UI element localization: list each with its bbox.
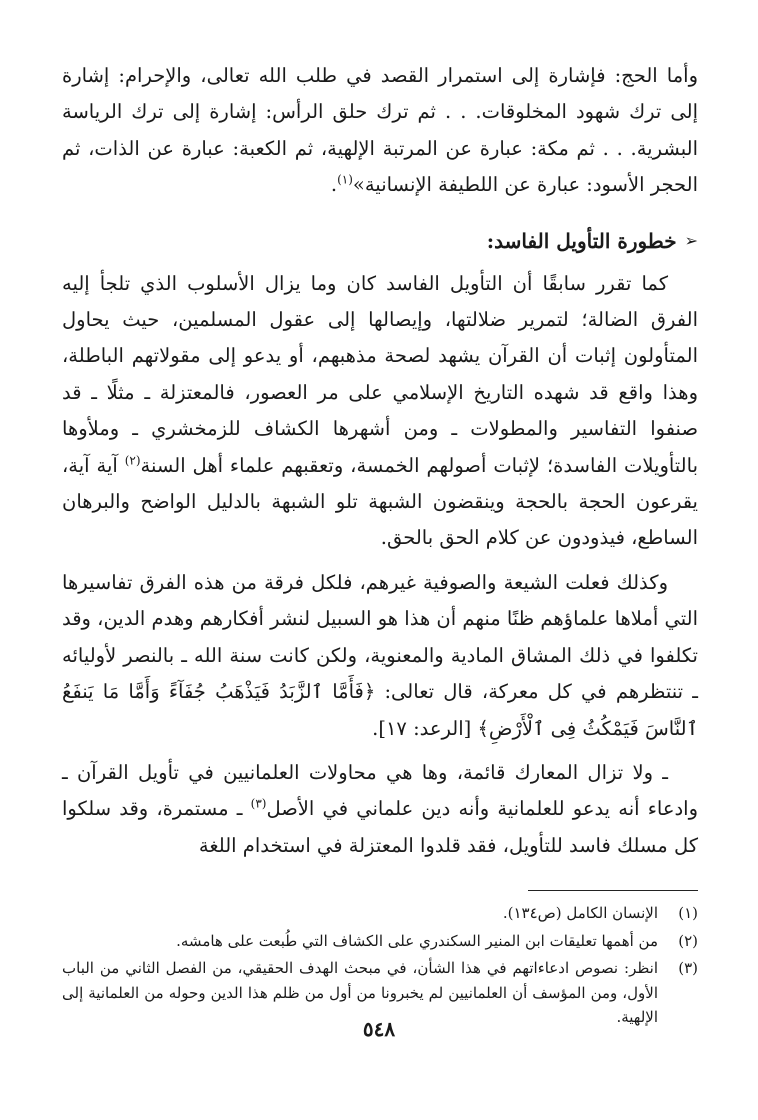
section-heading	[62, 224, 698, 258]
arrow-bullet-icon: ➢	[684, 230, 698, 250]
danger-3-text: ـ ولا تزال المعارك قائمة، وها هي محاولات العلمانيين في تأويل القرآن ـ وادعاء أنه يدعو للعلمانية وأنه دين علماني في الأصل	[62, 760, 698, 821]
hajj-text-end: .	[330, 173, 338, 197]
hajj-paragraph	[62, 58, 698, 204]
danger-paragraph-1	[62, 266, 698, 557]
quran-citation: [الرعد: ١٧].	[372, 716, 478, 740]
page-body	[62, 58, 698, 1033]
danger-3-text-end: ـ مستمرة، وقد سلكوا كل مسلك فاسد للتأويل، فقد قلدوا المعتزلة في استخدام اللغة	[62, 797, 698, 857]
danger-1-text: كما تقرر سابقًا أن التأويل الفاسد كان وما يزال الأسلوب الذي تلجأ إليه الفرق الضالة؛ لتمرير ضلالتها، وإيصالها إلى عقول المسلمين، حيث يحاول المتأولون إثبات أن القرآن يشهد لصحة مذهبهم، أو يدعو إلى مقولاتهم الباطلة، وهذا واقع قد شهده التاريخ الإسلامي على مر العصور، فالمعتزلة ـ مثلًا ـ قد صنفوا التفاسير والمطولات ـ ومن أشهرها الكشاف للزمخشري ـ وملأوها بالتأويلات الفاسدة؛ لإثبات أصولهم الخمسة، وتعقبهم علماء أهل السنة	[62, 271, 698, 477]
footnote-number: (٢)	[678, 931, 698, 950]
hajj-text: وأما الحج: فإشارة إلى استمرار القصد في طلب الله تعالى، والإحرام: إشارة إلى ترك شهود المخلوقات. . . ثم ترك حلق الرأس: إشارة إلى ترك الرياسة البشرية. . . ثم مكة: عبارة عن المرتبة الإلهية، ثم الكعبة: عبارة عن الذات، ثم الحجر الأسود: عبارة عن اللطيفة الإنسانية»	[62, 64, 698, 197]
footnote-ref-1: (١)	[337, 172, 353, 187]
section-title: خطورة التأويل الفاسد:	[486, 228, 677, 253]
danger-paragraph-3	[62, 755, 698, 864]
footnote-text: من أهمها تعليقات ابن المنير السكندري على الكشاف التي طُبعت على هامشه.	[176, 931, 658, 950]
footnote-number: (١)	[678, 904, 698, 923]
footnote-divider	[528, 890, 698, 891]
footnotes-list	[62, 901, 698, 1030]
footnote-ref-3: (٣)	[250, 796, 267, 811]
footnote-1	[62, 901, 698, 926]
footnote-2	[62, 929, 698, 954]
danger-2-text: وكذلك فعلت الشيعة والصوفية غيرهم، فلكل فرقة من هذه الفرق تفاسيرها التي أملاها علماؤهم ظنًا منهم أن هذا هو السبيل لنشر أفكارهم وهدم الدين، وقد تكلفوا في ذلك المشاق المادية والمعنوية، ولكن كانت سنة الله ـ بالنصر لأوليائه ـ تنتظرهم في كل معركة، قال تعالى:	[62, 570, 698, 704]
quran-verse: ﴿فَأَمَّا ٱلزَّبَدُ فَيَذْهَبُ جُفَآءً وَأَمَّا مَا يَنفَعُ ٱلنَّاسَ فَيَمْكُثُ فِى ٱلْأَرْضِ﴾	[62, 680, 698, 740]
danger-paragraph-2	[62, 565, 698, 747]
footnote-ref-2: (٢)	[124, 453, 141, 468]
footnote-text: انظر: نصوص ادعاءاتهم في هذا الشأن، في مبحث الهدف الحقيقي، من الفصل الثاني من الباب الأول، ومن المؤسف أن العلمانيين لم يخبرونا من أول من ظلم هذا الدين وحوله من العلمانية إلى الإلهية.	[62, 959, 658, 1027]
danger-1-text-end: آية آية، يقرعون الحجة بالحجة وينقضون الشبهة تلو الشبهة بالدليل الواضح والبرهان الساطع، فيذودون عن كلام الحق بالحق.	[62, 453, 698, 550]
page-number: ٥٤٨	[362, 1017, 396, 1041]
footnote-number: (٣)	[678, 959, 698, 978]
footnote-text: الإنسان الكامل (ص١٣٤).	[502, 904, 658, 923]
